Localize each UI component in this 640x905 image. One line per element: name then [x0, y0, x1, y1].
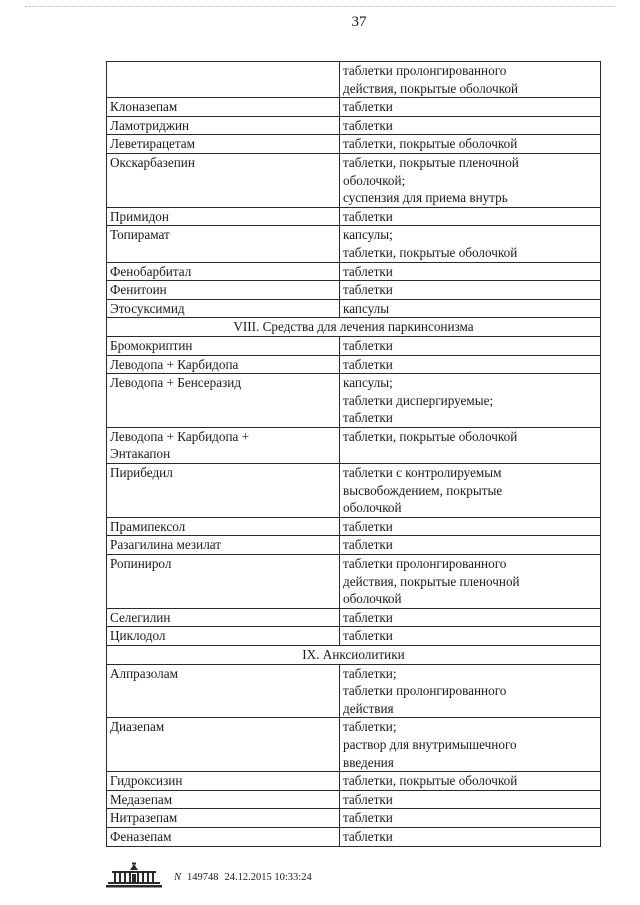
table-row	[107, 555, 601, 609]
document-stamp	[174, 872, 312, 888]
dosage-form-line: таблетки;	[343, 665, 397, 681]
drug-name-cell: Медазепам	[107, 790, 340, 809]
table-row	[107, 135, 601, 154]
section-header-row	[107, 646, 601, 665]
dosage-form-cell	[340, 718, 601, 772]
drug-name-cell: Примидон	[107, 207, 340, 226]
drug-name-cell: Диазепам	[107, 718, 340, 772]
table-row	[107, 116, 601, 135]
dosage-form-cell	[340, 772, 601, 791]
table-row	[107, 664, 601, 718]
dosage-form-line: таблетки пролонгированного	[343, 556, 507, 572]
dosage-form-line: таблетки	[343, 410, 393, 426]
table-row	[107, 427, 601, 463]
document-datetime: 24.12.2015 10:33:24	[224, 872, 312, 883]
drug-list-table	[106, 61, 601, 847]
dosage-form-line: таблетки, покрытые пленочной	[343, 154, 519, 170]
drug-name-cell: Гидроксизин	[107, 772, 340, 791]
scan-border-noise	[25, 6, 615, 9]
dosage-form-cell	[340, 517, 601, 536]
dosage-form-cell	[340, 536, 601, 555]
dosage-form-line: таблетки	[343, 99, 393, 115]
drug-name-cell	[107, 62, 340, 98]
table-row	[107, 464, 601, 518]
drug-name-cell: Алпразолам	[107, 664, 340, 718]
dosage-form-line: таблетки	[343, 810, 393, 826]
drug-name-cell: Топирамат	[107, 226, 340, 262]
drug-name-cell	[107, 427, 340, 463]
dosage-form-line: таблетки пролонгированного	[343, 683, 507, 699]
page-number: 37	[351, 14, 367, 30]
dosage-form-cell	[340, 207, 601, 226]
dosage-form-cell	[340, 355, 601, 374]
document-number: 149748	[187, 872, 219, 883]
drug-name-cell: Клоназепам	[107, 98, 340, 117]
dosage-form-line: таблетки с контролируемым	[343, 465, 502, 481]
dosage-form-line: таблетки	[343, 263, 393, 279]
drug-name-cell: Фенобарбитал	[107, 262, 340, 281]
drug-name-cell: Ропинирол	[107, 555, 340, 609]
dosage-form-line: оболочкой;	[343, 172, 406, 188]
drug-name-cell: Фенитоин	[107, 281, 340, 300]
dosage-form-cell	[340, 336, 601, 355]
table-row	[107, 299, 601, 318]
dosage-form-line: таблетки;	[343, 719, 397, 735]
dosage-form-line: действия	[343, 700, 394, 716]
dosage-form-cell	[340, 299, 601, 318]
table-row	[107, 98, 601, 117]
dosage-form-line: таблетки	[343, 828, 393, 844]
drug-list-table-body	[107, 62, 601, 847]
dosage-form-cell	[340, 374, 601, 428]
table-row	[107, 772, 601, 791]
drug-name-cell: Леветирацетам	[107, 135, 340, 154]
dosage-form-line: таблетки	[343, 518, 393, 534]
government-building-seal-icon	[106, 862, 162, 888]
dosage-form-cell	[340, 627, 601, 646]
dosage-form-line: оболочкой	[343, 500, 402, 516]
dosage-form-line: действия, покрытые пленочной	[343, 573, 520, 589]
table-row	[107, 790, 601, 809]
dosage-form-line: таблетки	[343, 537, 393, 553]
dosage-form-cell	[340, 98, 601, 117]
table-row	[107, 355, 601, 374]
dosage-form-cell	[340, 281, 601, 300]
table-row	[107, 627, 601, 646]
table-row	[107, 226, 601, 262]
drug-name-line: Энтакапон	[110, 446, 171, 462]
drug-name-cell: Этосуксимид	[107, 299, 340, 318]
table-row	[107, 608, 601, 627]
table-row	[107, 262, 601, 281]
drug-name-cell: Селегилин	[107, 608, 340, 627]
drug-name-cell: Бромокриптин	[107, 336, 340, 355]
dosage-form-line: таблетки, покрытые оболочкой	[343, 428, 518, 444]
dosage-form-cell	[340, 226, 601, 262]
dosage-form-cell	[340, 790, 601, 809]
drug-name-cell: Феназепам	[107, 827, 340, 846]
dosage-form-line: таблетки	[343, 628, 393, 644]
dosage-form-cell	[340, 827, 601, 846]
section-title: IX. Анксиолитики	[107, 646, 601, 665]
dosage-form-cell	[340, 809, 601, 828]
dosage-form-line: оболочкой	[343, 591, 402, 607]
dosage-form-line: раствор для внутримышечного	[343, 736, 517, 752]
dosage-form-line: капсулы;	[343, 227, 393, 243]
dosage-form-line: таблетки, покрытые оболочкой	[343, 244, 518, 260]
dosage-form-line: таблетки, покрытые оболочкой	[343, 136, 518, 152]
dosage-form-line: таблетки пролонгированного	[343, 63, 507, 78]
table-row	[107, 517, 601, 536]
table-row	[107, 336, 601, 355]
table-row	[107, 62, 601, 98]
table-row	[107, 827, 601, 846]
dosage-form-line: таблетки диспергируемые;	[343, 392, 494, 408]
dosage-form-line: действия, покрытые оболочкой	[343, 80, 519, 96]
drug-name-cell: Окскарбазепин	[107, 153, 340, 207]
drug-name-cell: Ламотриджин	[107, 116, 340, 135]
dosage-form-cell	[340, 608, 601, 627]
dosage-form-line: капсулы	[343, 300, 390, 316]
dosage-form-cell	[340, 116, 601, 135]
table-row	[107, 536, 601, 555]
dosage-form-cell	[340, 153, 601, 207]
table-row	[107, 718, 601, 772]
dosage-form-line: таблетки	[343, 791, 393, 807]
dosage-form-cell	[340, 262, 601, 281]
dosage-form-line: таблетки	[343, 337, 393, 353]
dosage-form-cell	[340, 555, 601, 609]
section-header-row	[107, 318, 601, 337]
dosage-form-line: таблетки	[343, 609, 393, 625]
section-title: VIII. Средства для лечения паркинсонизма	[107, 318, 601, 337]
dosage-form-cell	[340, 427, 601, 463]
table-row	[107, 809, 601, 828]
drug-name-cell: Нитразепам	[107, 809, 340, 828]
table-row	[107, 207, 601, 226]
dosage-form-line: капсулы;	[343, 375, 393, 391]
drug-name-line: Леводопа + Карбидопа +	[110, 428, 250, 444]
dosage-form-cell	[340, 62, 601, 98]
dosage-form-line: таблетки	[343, 208, 393, 224]
dosage-form-line: введения	[343, 754, 394, 770]
dosage-form-line: таблетки	[343, 356, 393, 372]
dosage-form-line: таблетки	[343, 282, 393, 298]
table-row	[107, 374, 601, 428]
dosage-form-line: таблетки	[343, 117, 393, 133]
dosage-form-line: суспензия для приема внутрь	[343, 190, 508, 206]
drug-name-cell: Леводопа + Карбидопа	[107, 355, 340, 374]
table-row	[107, 153, 601, 207]
drug-name-cell: Разагилина мезилат	[107, 536, 340, 555]
footer	[106, 858, 312, 888]
dosage-form-cell	[340, 135, 601, 154]
drug-name-cell: Циклодол	[107, 627, 340, 646]
dosage-form-line: таблетки, покрытые оболочкой	[343, 773, 518, 789]
drug-name-cell: Пирибедил	[107, 464, 340, 518]
drug-name-cell: Леводопа + Бенсеразид	[107, 374, 340, 428]
dosage-form-cell	[340, 464, 601, 518]
table-row	[107, 281, 601, 300]
drug-name-cell: Прамипексол	[107, 517, 340, 536]
document-mark: N	[174, 872, 182, 883]
dosage-form-cell	[340, 664, 601, 718]
dosage-form-line: высвобождением, покрытые	[343, 482, 503, 498]
